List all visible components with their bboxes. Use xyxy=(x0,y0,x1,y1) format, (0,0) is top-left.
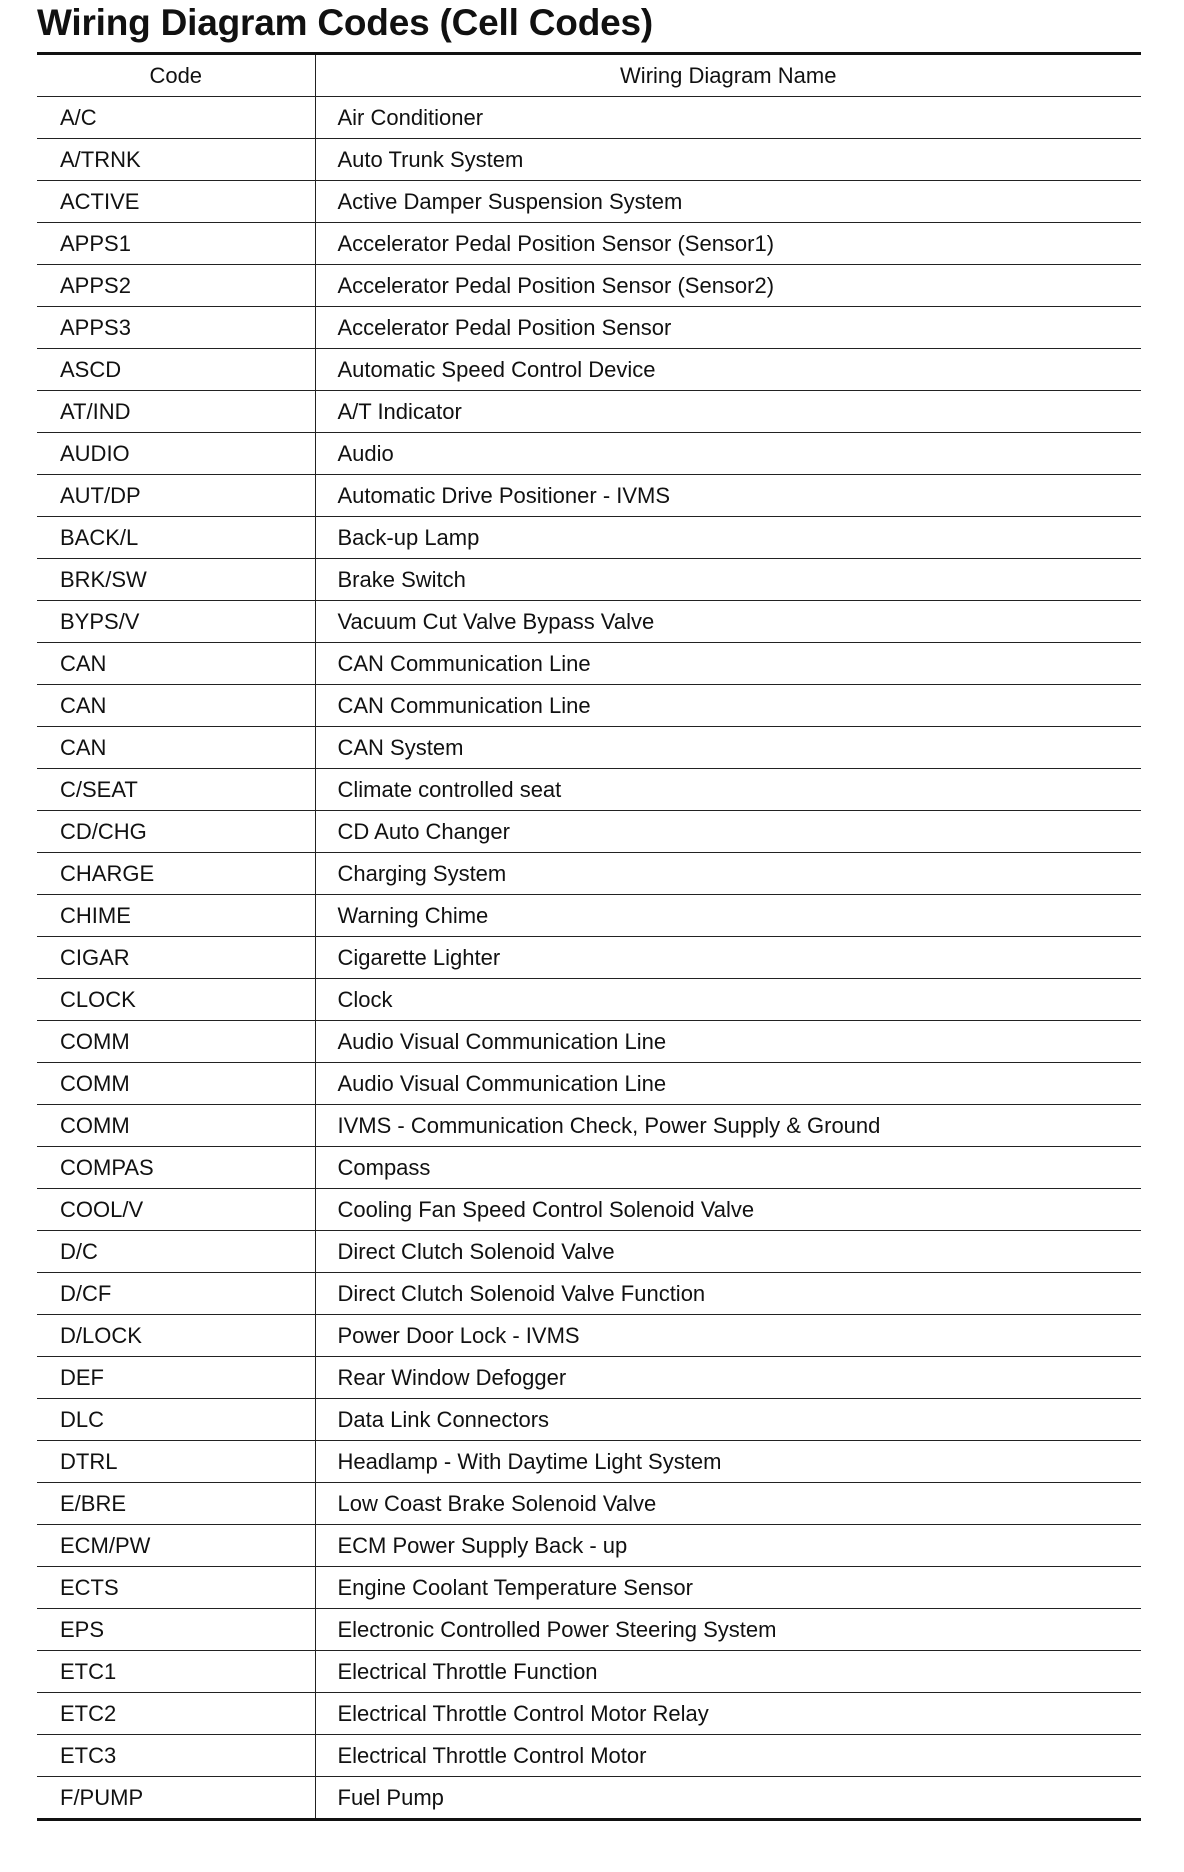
cell-code: COMM xyxy=(37,1021,315,1063)
cell-code: ECTS xyxy=(37,1567,315,1609)
table-row xyxy=(37,307,1141,349)
table-row xyxy=(37,1567,1141,1609)
cell-diagram-name: Fuel Pump xyxy=(337,1785,444,1810)
table-row xyxy=(37,265,1141,307)
table-row xyxy=(37,559,1141,601)
cell-diagram-name: Climate controlled seat xyxy=(315,769,1141,811)
cell-code: CAN xyxy=(37,727,315,769)
cell-code: CLOCK xyxy=(37,979,315,1021)
cell-code: E/BRE xyxy=(37,1483,315,1525)
table-row xyxy=(37,1021,1141,1063)
table-row xyxy=(37,1231,1141,1273)
cell-code: ACTIVE xyxy=(37,181,315,223)
cell-diagram-name: Headlamp - With Daytime Light System xyxy=(315,1441,1141,1483)
cell-code: CIGAR xyxy=(37,937,315,979)
table-row xyxy=(37,181,1141,223)
table-row xyxy=(37,1399,1141,1441)
cell-diagram-name: Accelerator Pedal Position Sensor (Sensor1) xyxy=(315,223,1141,265)
cell-diagram-name: Audio xyxy=(315,433,1141,475)
cell-diagram-name: Cooling Fan Speed Control Solenoid Valve xyxy=(315,1189,1141,1231)
table-row xyxy=(37,937,1141,979)
table-row xyxy=(37,1315,1141,1357)
table-row xyxy=(37,1651,1141,1693)
cell-diagram-name: Warning Chime xyxy=(315,895,1141,937)
table-row xyxy=(37,601,1141,643)
cell-diagram-name: Auto Trunk System xyxy=(315,139,1141,181)
table-row xyxy=(37,433,1141,475)
cell-code: COMPAS xyxy=(37,1147,315,1189)
cell-diagram-name: Direct Clutch Solenoid Valve xyxy=(315,1231,1141,1273)
cell-diagram-name: Automatic Speed Control Device xyxy=(315,349,1141,391)
table-row xyxy=(37,1441,1141,1483)
cell-code: ETC2 xyxy=(37,1693,315,1735)
cell-code: A/C xyxy=(37,97,315,139)
cell-diagram-name: Cigarette Lighter xyxy=(315,937,1141,979)
cell-diagram-name: Direct Clutch Solenoid Valve Function xyxy=(315,1273,1141,1315)
table-row xyxy=(37,1609,1141,1651)
page-title: Wiring Diagram Codes (Cell Codes) xyxy=(37,2,653,43)
table-row xyxy=(37,1147,1141,1189)
cell-code: APPS3 xyxy=(37,307,315,349)
table-row xyxy=(37,1105,1141,1147)
cell-code: COMM xyxy=(37,1105,315,1147)
wiring-codes-table xyxy=(37,52,1141,1821)
cell-diagram-name: Air Conditioner xyxy=(315,97,1141,139)
table-row xyxy=(37,475,1141,517)
table-row xyxy=(37,1273,1141,1315)
table-row xyxy=(37,349,1141,391)
cell-code: ASCD xyxy=(37,349,315,391)
cell-code: AT/IND xyxy=(37,391,315,433)
cell-code: DLC xyxy=(37,1399,315,1441)
cell-diagram-name: Automatic Drive Positioner - IVMS xyxy=(315,475,1141,517)
cell-code: D/CF xyxy=(37,1273,315,1315)
cell-diagram-name: A/T Indicator xyxy=(315,391,1141,433)
cell-diagram-name: Compass xyxy=(315,1147,1141,1189)
table-row xyxy=(37,97,1141,139)
cell-code: BRK/SW xyxy=(37,559,315,601)
cell-code: CHIME xyxy=(37,895,315,937)
cell-diagram-name: Rear Window Defogger xyxy=(315,1357,1141,1399)
table-row xyxy=(37,517,1141,559)
table-row xyxy=(37,895,1141,937)
cell-diagram-name: Accelerator Pedal Position Sensor (Sensor2) xyxy=(315,265,1141,307)
table-row xyxy=(37,685,1141,727)
cell-diagram-name: Electrical Throttle Control Motor Relay xyxy=(315,1693,1141,1735)
cell-code: ECM/PW xyxy=(37,1525,315,1567)
table-row xyxy=(37,853,1141,895)
table-row xyxy=(37,1693,1141,1735)
cell-diagram-name: Audio Visual Communication Line xyxy=(315,1063,1141,1105)
table-header-row xyxy=(37,54,1141,97)
cell-diagram-name: Low Coast Brake Solenoid Valve xyxy=(315,1483,1141,1525)
table-row xyxy=(37,1525,1141,1567)
cell-diagram-name: Electrical Throttle Control Motor xyxy=(315,1735,1141,1777)
cell-code: CAN xyxy=(37,685,315,727)
cell-diagram-name: Vacuum Cut Valve Bypass Valve xyxy=(315,601,1141,643)
table-row xyxy=(37,1735,1141,1777)
table-row xyxy=(37,643,1141,685)
table-row xyxy=(37,1483,1141,1525)
cell-diagram-name: CAN System xyxy=(315,727,1141,769)
table-row xyxy=(37,811,1141,853)
cell-code: ETC3 xyxy=(37,1735,315,1777)
cell-code: AUT/DP xyxy=(37,475,315,517)
table-row xyxy=(37,391,1141,433)
cell-diagram-name: CAN Communication Line xyxy=(315,685,1141,727)
table-row xyxy=(37,1357,1141,1399)
cell-code: COMM xyxy=(37,1063,315,1105)
cell-code: CHARGE xyxy=(37,853,315,895)
cell-diagram-name: Electrical Throttle Function xyxy=(315,1651,1141,1693)
cell-code: AUDIO xyxy=(37,433,315,475)
column-header-code: Code xyxy=(37,54,315,97)
cell-diagram-name: Electronic Controlled Power Steering System xyxy=(315,1609,1141,1651)
cell-code: DEF xyxy=(37,1357,315,1399)
table-row xyxy=(37,769,1141,811)
cell-diagram-name: Active Damper Suspension System xyxy=(315,181,1141,223)
cell-diagram-name: ECM Power Supply Back - up xyxy=(315,1525,1141,1567)
table-row xyxy=(37,727,1141,769)
cell-diagram-name: Data Link Connectors xyxy=(315,1399,1141,1441)
cell-code: CD/CHG xyxy=(37,811,315,853)
cell-code: D/C xyxy=(37,1231,315,1273)
cell-code: BYPS/V xyxy=(37,601,315,643)
cell-diagram-name: CD Auto Changer xyxy=(315,811,1141,853)
cell-diagram-name: Clock xyxy=(315,979,1141,1021)
cell-diagram-name: Brake Switch xyxy=(315,559,1141,601)
table-row xyxy=(37,139,1141,181)
cell-diagram-name: Engine Coolant Temperature Sensor xyxy=(315,1567,1141,1609)
cell-code: EPS xyxy=(37,1609,315,1651)
cell-code: DTRL xyxy=(37,1441,315,1483)
cell-diagram-name: IVMS - Communication Check, Power Supply & Ground xyxy=(315,1105,1141,1147)
cell-code: ETC1 xyxy=(37,1651,315,1693)
table-row xyxy=(37,979,1141,1021)
cell-code: CAN xyxy=(37,643,315,685)
cell-code: APPS1 xyxy=(37,223,315,265)
cell-code: C/SEAT xyxy=(37,769,315,811)
table-row xyxy=(37,1189,1141,1231)
table-row xyxy=(37,223,1141,265)
cell-diagram-name: Charging System xyxy=(315,853,1141,895)
cell-diagram-name: CAN Communication Line xyxy=(315,643,1141,685)
cell-code: COOL/V xyxy=(37,1189,315,1231)
cell-code: A/TRNK xyxy=(37,139,315,181)
cell-diagram-name: Audio Visual Communication Line xyxy=(315,1021,1141,1063)
cell-diagram-name: Accelerator Pedal Position Sensor xyxy=(315,307,1141,349)
table-row xyxy=(37,1063,1141,1105)
cell-code: BACK/L xyxy=(37,517,315,559)
table-body xyxy=(37,97,1141,1820)
cell-code: F/PUMP xyxy=(37,1777,315,1820)
cell-code: D/LOCK xyxy=(37,1315,315,1357)
column-header-name: Wiring Diagram Name xyxy=(315,54,1141,97)
cell-diagram-name: Power Door Lock - IVMS xyxy=(315,1315,1141,1357)
table-row xyxy=(37,1777,1141,1820)
cell-code: APPS2 xyxy=(37,265,315,307)
cell-diagram-name: Back-up Lamp xyxy=(315,517,1141,559)
